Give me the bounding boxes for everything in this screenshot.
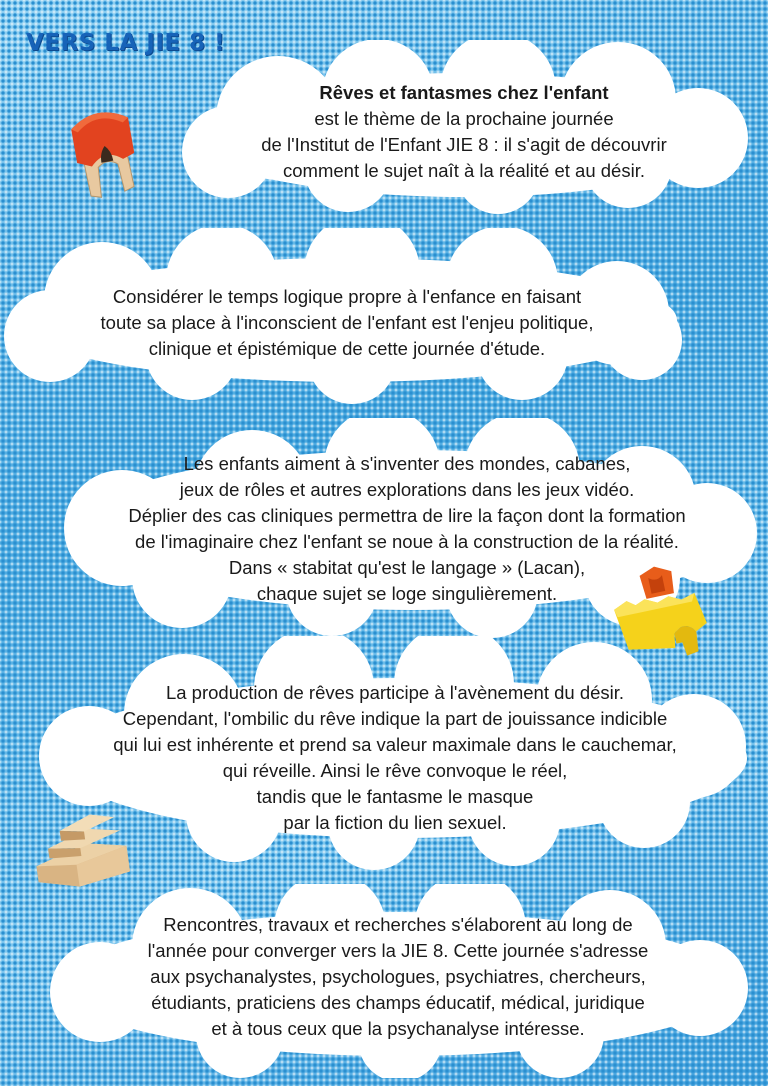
- cloud-logical-time-line: Considérer le temps logique propre à l'enfance en faisant: [112, 286, 582, 307]
- cloud-imaginary-line: Dans « stabitat qu'est le langage » (Lacan),: [228, 557, 586, 578]
- cloud-logical-time-line: toute sa place à l'inconscient de l'enfant est l'enjeu politique,: [100, 312, 594, 333]
- cloud-audience-line: l'année pour converger vers la JIE 8. Cette journée s'adresse: [147, 940, 649, 961]
- cloud-audience-line: et à tous ceux que la psychanalyse intéresse.: [211, 1018, 585, 1039]
- yellow-castle-block-icon: [608, 562, 716, 666]
- cloud-dreams: [34, 636, 756, 872]
- cloud-audience: [40, 884, 756, 1078]
- wooden-stairs-block-icon: [26, 804, 136, 888]
- cloud-intro: [168, 40, 760, 220]
- cloud-audience-line: étudiants, praticiens des champs éducatif, médical, juridique: [151, 992, 645, 1013]
- cloud-dreams-line: tandis que le fantasme le masque: [256, 786, 534, 807]
- cloud-logical-time: [2, 228, 692, 408]
- cloud-audience-line: aux psychanalystes, psychologues, psychiatres, chercheurs,: [150, 966, 646, 987]
- cloud-imaginary-line: chaque sujet se loge singulièrement.: [256, 583, 558, 604]
- red-arch-block-icon: [62, 96, 148, 212]
- cloud-dreams-line: qui lui est inhérente et prend sa valeur maximale dans le cauchemar,: [113, 734, 677, 755]
- cloud-intro-line: de l'Institut de l'Enfant JIE 8 : il s'agit de découvrir: [261, 134, 667, 155]
- cloud-imaginary-line: Déplier des cas cliniques permettra de lire la façon dont la formation: [128, 505, 686, 526]
- cloud-dreams-line: La production de rêves participe à l'avènement du désir.: [165, 682, 625, 703]
- cloud-audience-line: Rencontres, travaux et recherches s'élaborent au long de: [163, 914, 633, 935]
- cloud-intro-line: est le thème de la prochaine journée: [314, 108, 614, 129]
- cloud-dreams-line: qui réveille. Ainsi le rêve convoque le réel,: [222, 760, 568, 781]
- cloud-intro-line: comment le sujet naît à la réalité et au désir.: [283, 160, 645, 181]
- cloud-imaginary-line: jeux de rôles et autres explorations dans les jeux vidéo.: [179, 479, 635, 500]
- cloud-intro-title: Rêves et fantasmes chez l'enfant: [319, 82, 609, 103]
- page-heading: VERS LA JIE 8 !: [26, 30, 226, 56]
- cloud-imaginary-line: de l'imaginaire chez l'enfant se noue à la construction de la réalité.: [135, 531, 679, 552]
- cloud-imaginary-line: Les enfants aiment à s'inventer des mondes, cabanes,: [183, 453, 631, 474]
- cloud-logical-time-line: clinique et épistémique de cette journée d'étude.: [148, 338, 546, 359]
- cloud-dreams-line: Cependant, l'ombilic du rêve indique la part de jouissance indicible: [122, 708, 668, 729]
- cloud-dreams-line: par la fiction du lien sexuel.: [283, 812, 507, 833]
